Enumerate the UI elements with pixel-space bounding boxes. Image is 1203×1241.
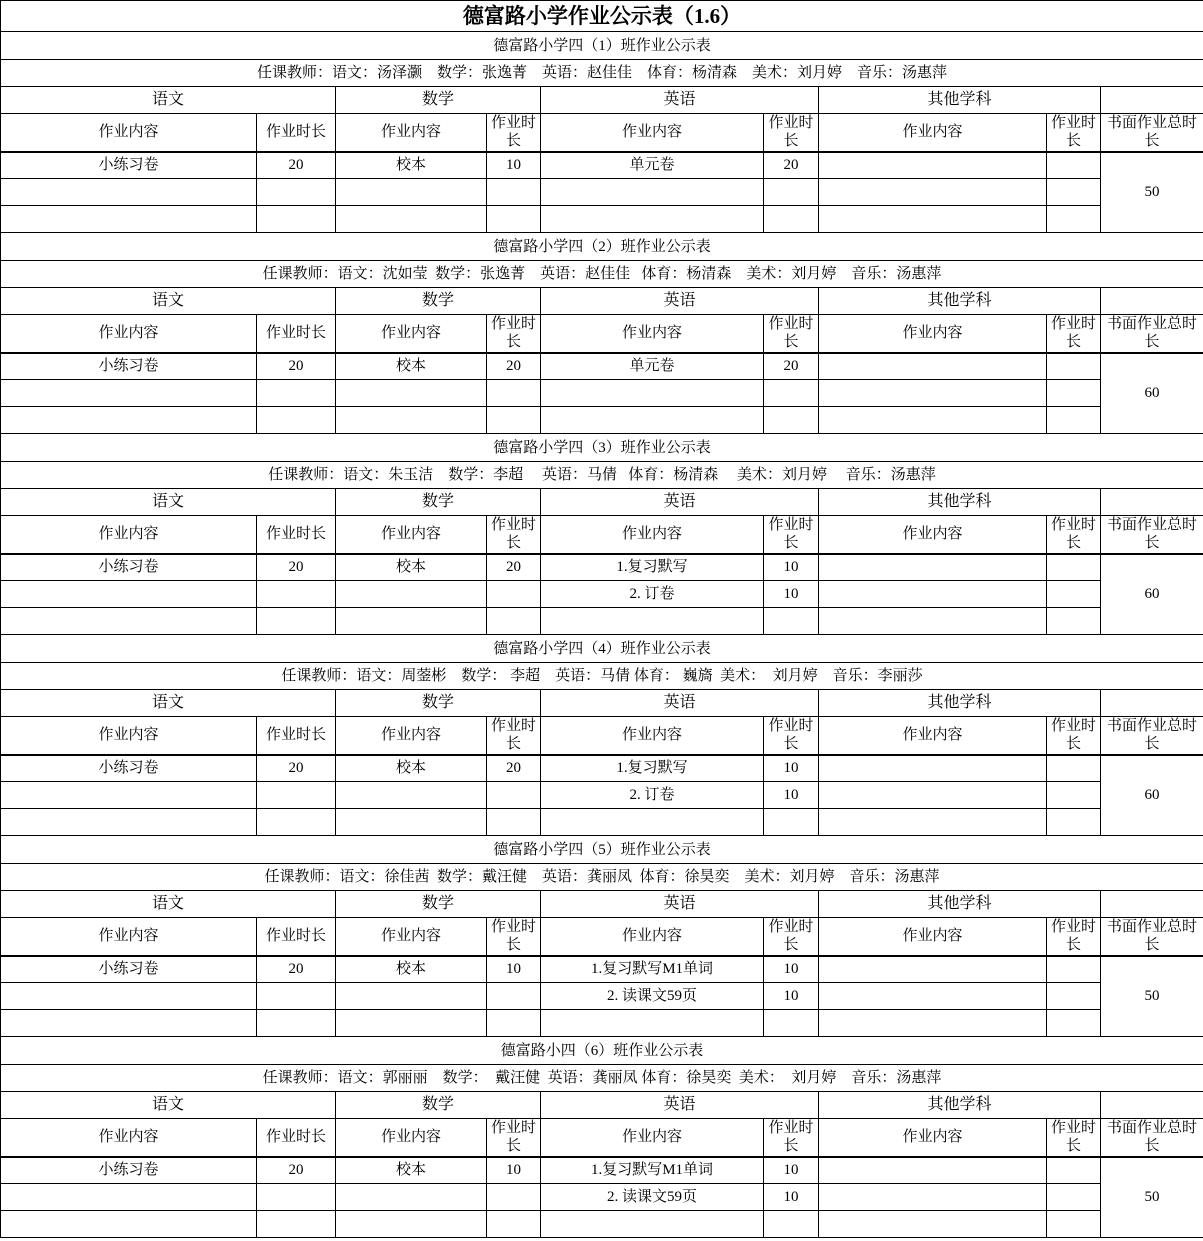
cell-chinese-content <box>1 407 257 434</box>
cell-other-content <box>819 1157 1047 1184</box>
col-header-duration: 作业时长 <box>487 717 541 755</box>
cell-english-content: 2. 订卷 <box>541 581 764 608</box>
cell-chinese-time <box>257 1211 336 1238</box>
cell-other-time <box>1047 1157 1101 1184</box>
cell-math-content <box>336 581 487 608</box>
cell-chinese-content <box>1 1211 257 1238</box>
cell-total-time: 50 <box>1101 1157 1203 1238</box>
col-header-content: 作业内容 <box>819 918 1047 956</box>
cell-other-time <box>1047 1184 1101 1211</box>
cell-other-content <box>819 353 1047 380</box>
cell-other-content <box>819 407 1047 434</box>
cell-math-time <box>487 179 541 206</box>
subject-english: 英语 <box>541 1092 819 1119</box>
cell-english-time: 10 <box>764 1157 819 1184</box>
cell-other-time <box>1047 755 1101 782</box>
cell-chinese-time <box>257 581 336 608</box>
section-6-teachers: 任课教师：语文：郭丽丽 数学： 戴汪健 英语：龚丽凤 体育：徐昊奕 美术： 刘月婷 音乐：汤惠萍 <box>1 1065 1203 1092</box>
subject-other: 其他学科 <box>819 489 1101 516</box>
cell-math-content <box>336 1211 487 1238</box>
col-header-duration: 作业时长 <box>487 516 541 554</box>
cell-english-content: 1.复习默写 <box>541 554 764 581</box>
cell-english-content <box>541 206 764 233</box>
cell-other-content <box>819 1184 1047 1211</box>
cell-english-time: 20 <box>764 152 819 179</box>
col-header-duration: 作业时长 <box>1047 315 1101 353</box>
col-header-total: 书面作业总时长 <box>1101 1119 1203 1157</box>
subject-spacer <box>1101 891 1203 918</box>
cell-english-time <box>764 1211 819 1238</box>
section-2-title: 德富路小学四（2）班作业公示表 <box>1 233 1203 261</box>
col-header-duration: 作业时长 <box>257 717 336 755</box>
col-header-content: 作业内容 <box>336 717 487 755</box>
section-3-title: 德富路小学四（3）班作业公示表 <box>1 434 1203 462</box>
cell-math-time: 10 <box>487 1157 541 1184</box>
col-header-content: 作业内容 <box>819 717 1047 755</box>
cell-other-content <box>819 1211 1047 1238</box>
cell-other-content <box>819 608 1047 635</box>
cell-math-content: 校本 <box>336 152 487 179</box>
cell-math-content <box>336 782 487 809</box>
subject-english: 英语 <box>541 891 819 918</box>
subject-spacer <box>1101 288 1203 315</box>
cell-math-time <box>487 1184 541 1211</box>
col-header-duration: 作业时长 <box>257 1119 336 1157</box>
col-header-duration: 作业时长 <box>1047 717 1101 755</box>
col-header-duration: 作业时长 <box>764 717 819 755</box>
cell-english-time: 10 <box>764 956 819 983</box>
cell-other-time <box>1047 809 1101 836</box>
section-6-title: 德富路小四（6）班作业公示表 <box>1 1037 1203 1065</box>
col-header-duration: 作业时长 <box>1047 114 1101 152</box>
subject-chinese: 语文 <box>1 891 336 918</box>
cell-other-time <box>1047 206 1101 233</box>
cell-other-time <box>1047 407 1101 434</box>
page-title: 德富路小学作业公示表（1.6） <box>1 1 1203 32</box>
cell-english-time <box>764 1010 819 1037</box>
cell-chinese-content: 小练习卷 <box>1 1157 257 1184</box>
cell-other-time <box>1047 1211 1101 1238</box>
col-header-duration: 作业时长 <box>764 516 819 554</box>
cell-other-time <box>1047 152 1101 179</box>
cell-english-time: 10 <box>764 1184 819 1211</box>
subject-english: 英语 <box>541 87 819 114</box>
col-header-content: 作业内容 <box>1 315 257 353</box>
col-header-total: 书面作业总时长 <box>1101 516 1203 554</box>
cell-math-content: 校本 <box>336 1157 487 1184</box>
col-header-duration: 作业时长 <box>1047 1119 1101 1157</box>
cell-chinese-time <box>257 380 336 407</box>
col-header-content: 作业内容 <box>336 516 487 554</box>
col-header-content: 作业内容 <box>336 315 487 353</box>
cell-english-time <box>764 608 819 635</box>
section-4-title: 德富路小学四（4）班作业公示表 <box>1 635 1203 663</box>
cell-english-time <box>764 179 819 206</box>
cell-math-content <box>336 179 487 206</box>
cell-total-time: 50 <box>1101 152 1203 233</box>
subject-other: 其他学科 <box>819 1092 1101 1119</box>
col-header-content: 作业内容 <box>1 918 257 956</box>
col-header-content: 作业内容 <box>1 717 257 755</box>
cell-other-content <box>819 983 1047 1010</box>
col-header-duration: 作业时长 <box>487 1119 541 1157</box>
subject-chinese: 语文 <box>1 87 336 114</box>
cell-english-content <box>541 608 764 635</box>
cell-math-content <box>336 983 487 1010</box>
subject-other: 其他学科 <box>819 288 1101 315</box>
col-header-duration: 作业时长 <box>257 918 336 956</box>
cell-math-content: 校本 <box>336 554 487 581</box>
cell-math-time <box>487 581 541 608</box>
cell-chinese-content: 小练习卷 <box>1 956 257 983</box>
col-header-content: 作业内容 <box>336 918 487 956</box>
section-1-title: 德富路小学四（1）班作业公示表 <box>1 32 1203 60</box>
section-5-teachers: 任课教师：语文：徐佳茜 数学：戴汪健 英语：龚丽凤 体育：徐昊奕 美术：刘月婷 音乐：汤惠萍 <box>1 864 1203 891</box>
cell-other-time <box>1047 956 1101 983</box>
cell-math-time: 20 <box>487 353 541 380</box>
cell-english-time <box>764 380 819 407</box>
cell-total-time: 60 <box>1101 755 1203 836</box>
subject-spacer <box>1101 87 1203 114</box>
cell-other-content <box>819 380 1047 407</box>
cell-math-time: 20 <box>487 554 541 581</box>
col-header-duration: 作业时长 <box>764 114 819 152</box>
cell-other-content <box>819 1010 1047 1037</box>
subject-math: 数学 <box>336 288 541 315</box>
cell-math-time: 10 <box>487 956 541 983</box>
cell-english-time <box>764 809 819 836</box>
cell-other-time <box>1047 782 1101 809</box>
col-header-duration: 作业时长 <box>257 114 336 152</box>
cell-math-time <box>487 809 541 836</box>
cell-chinese-time <box>257 407 336 434</box>
col-header-content: 作业内容 <box>336 114 487 152</box>
cell-math-content: 校本 <box>336 755 487 782</box>
cell-other-content <box>819 554 1047 581</box>
cell-total-time: 50 <box>1101 956 1203 1037</box>
col-header-content: 作业内容 <box>541 1119 764 1157</box>
col-header-content: 作业内容 <box>541 315 764 353</box>
cell-math-time <box>487 1010 541 1037</box>
cell-chinese-time: 20 <box>257 956 336 983</box>
cell-chinese-content: 小练习卷 <box>1 554 257 581</box>
cell-chinese-time <box>257 608 336 635</box>
cell-chinese-time <box>257 1184 336 1211</box>
col-header-duration: 作业时长 <box>764 918 819 956</box>
cell-math-time: 10 <box>487 152 541 179</box>
cell-chinese-content <box>1 1010 257 1037</box>
cell-chinese-content <box>1 782 257 809</box>
cell-chinese-time: 20 <box>257 152 336 179</box>
col-header-duration: 作业时长 <box>487 114 541 152</box>
col-header-content: 作业内容 <box>541 516 764 554</box>
cell-math-time: 20 <box>487 755 541 782</box>
col-header-duration: 作业时长 <box>257 516 336 554</box>
cell-other-content <box>819 206 1047 233</box>
cell-chinese-content: 小练习卷 <box>1 353 257 380</box>
cell-chinese-content: 小练习卷 <box>1 152 257 179</box>
section-2-teachers: 任课教师：语文：沈如莹 数学：张逸菁 英语：赵佳佳 体育：杨清森 美术：刘月婷 音乐：汤惠萍 <box>1 261 1203 288</box>
section-4-teachers: 任课教师：语文：周蓥彬 数学： 李超 英语：马倩 体育： 巍旖 美术： 刘月婷 音乐：李丽莎 <box>1 663 1203 690</box>
col-header-total: 书面作业总时长 <box>1101 717 1203 755</box>
cell-english-content <box>541 380 764 407</box>
cell-math-time <box>487 983 541 1010</box>
cell-chinese-time <box>257 1010 336 1037</box>
subject-other: 其他学科 <box>819 891 1101 918</box>
cell-other-time <box>1047 608 1101 635</box>
cell-other-time <box>1047 380 1101 407</box>
cell-other-content <box>819 956 1047 983</box>
cell-english-content <box>541 407 764 434</box>
subject-spacer <box>1101 1092 1203 1119</box>
cell-other-time <box>1047 983 1101 1010</box>
col-header-content: 作业内容 <box>541 717 764 755</box>
cell-other-time <box>1047 179 1101 206</box>
cell-math-content: 校本 <box>336 353 487 380</box>
col-header-total: 书面作业总时长 <box>1101 918 1203 956</box>
cell-english-time: 10 <box>764 581 819 608</box>
col-header-duration: 作业时长 <box>487 315 541 353</box>
subject-other: 其他学科 <box>819 690 1101 717</box>
cell-chinese-time <box>257 983 336 1010</box>
cell-chinese-time: 20 <box>257 1157 336 1184</box>
cell-math-content: 校本 <box>336 956 487 983</box>
cell-chinese-time <box>257 179 336 206</box>
cell-other-content <box>819 179 1047 206</box>
col-header-total: 书面作业总时长 <box>1101 114 1203 152</box>
cell-chinese-content <box>1 608 257 635</box>
cell-math-time <box>487 380 541 407</box>
cell-other-time <box>1047 581 1101 608</box>
col-header-content: 作业内容 <box>1 1119 257 1157</box>
col-header-content: 作业内容 <box>336 1119 487 1157</box>
cell-english-content: 2. 读课文59页 <box>541 983 764 1010</box>
cell-english-content: 单元卷 <box>541 152 764 179</box>
col-header-content: 作业内容 <box>819 315 1047 353</box>
cell-math-time <box>487 206 541 233</box>
col-header-content: 作业内容 <box>819 1119 1047 1157</box>
col-header-content: 作业内容 <box>1 114 257 152</box>
cell-other-time <box>1047 554 1101 581</box>
subject-spacer <box>1101 489 1203 516</box>
cell-other-content <box>819 152 1047 179</box>
cell-chinese-content <box>1 983 257 1010</box>
subject-math: 数学 <box>336 690 541 717</box>
cell-chinese-content: 小练习卷 <box>1 755 257 782</box>
col-header-total: 书面作业总时长 <box>1101 315 1203 353</box>
cell-english-time <box>764 407 819 434</box>
cell-math-content <box>336 809 487 836</box>
subject-math: 数学 <box>336 489 541 516</box>
col-header-content: 作业内容 <box>1 516 257 554</box>
cell-math-time <box>487 1211 541 1238</box>
section-1-teachers: 任课教师：语文：汤泽灏 数学：张逸菁 英语：赵佳佳 体育：杨清森 美术：刘月婷 音乐：汤惠萍 <box>1 60 1203 87</box>
cell-other-content <box>819 809 1047 836</box>
cell-chinese-content <box>1 809 257 836</box>
subject-spacer <box>1101 690 1203 717</box>
cell-english-content: 单元卷 <box>541 353 764 380</box>
cell-chinese-content <box>1 206 257 233</box>
cell-chinese-time <box>257 809 336 836</box>
cell-english-time <box>764 206 819 233</box>
subject-math: 数学 <box>336 87 541 114</box>
cell-math-time <box>487 782 541 809</box>
cell-total-time: 60 <box>1101 353 1203 434</box>
cell-math-time <box>487 407 541 434</box>
subject-other: 其他学科 <box>819 87 1101 114</box>
cell-math-content <box>336 407 487 434</box>
cell-english-content <box>541 1010 764 1037</box>
cell-math-content <box>336 380 487 407</box>
cell-chinese-content <box>1 380 257 407</box>
subject-english: 英语 <box>541 690 819 717</box>
cell-chinese-content <box>1 581 257 608</box>
cell-english-content: 2. 读课文59页 <box>541 1184 764 1211</box>
cell-english-content: 1.复习默写M1单词 <box>541 956 764 983</box>
col-header-content: 作业内容 <box>541 918 764 956</box>
col-header-content: 作业内容 <box>819 114 1047 152</box>
section-5-title: 德富路小学四（5）班作业公示表 <box>1 836 1203 864</box>
cell-math-content <box>336 206 487 233</box>
cell-math-content <box>336 1184 487 1211</box>
cell-chinese-time: 20 <box>257 755 336 782</box>
cell-english-time: 10 <box>764 983 819 1010</box>
section-3-teachers: 任课教师：语文：朱玉洁 数学：李超 英语：马倩 体育：杨清森 美术：刘月婷 音乐：汤惠萍 <box>1 462 1203 489</box>
col-header-duration: 作业时长 <box>764 1119 819 1157</box>
col-header-content: 作业内容 <box>819 516 1047 554</box>
cell-english-content <box>541 1211 764 1238</box>
cell-english-time: 10 <box>764 755 819 782</box>
cell-chinese-time <box>257 782 336 809</box>
cell-english-time: 20 <box>764 353 819 380</box>
cell-math-content <box>336 608 487 635</box>
cell-chinese-content <box>1 1184 257 1211</box>
col-header-duration: 作业时长 <box>764 315 819 353</box>
col-header-content: 作业内容 <box>541 114 764 152</box>
cell-english-time: 10 <box>764 782 819 809</box>
cell-other-content <box>819 782 1047 809</box>
subject-chinese: 语文 <box>1 489 336 516</box>
cell-math-content <box>336 1010 487 1037</box>
subject-english: 英语 <box>541 489 819 516</box>
col-header-duration: 作业时长 <box>1047 918 1101 956</box>
cell-total-time: 60 <box>1101 554 1203 635</box>
cell-english-content: 1.复习默写M1单词 <box>541 1157 764 1184</box>
cell-chinese-content <box>1 179 257 206</box>
subject-chinese: 语文 <box>1 690 336 717</box>
subject-math: 数学 <box>336 891 541 918</box>
subject-chinese: 语文 <box>1 1092 336 1119</box>
col-header-duration: 作业时长 <box>1047 516 1101 554</box>
cell-other-time <box>1047 1010 1101 1037</box>
col-header-duration: 作业时长 <box>257 315 336 353</box>
cell-english-content <box>541 809 764 836</box>
cell-english-content <box>541 179 764 206</box>
cell-other-time <box>1047 353 1101 380</box>
cell-other-content <box>819 581 1047 608</box>
subject-english: 英语 <box>541 288 819 315</box>
cell-english-content: 2. 订卷 <box>541 782 764 809</box>
cell-other-content <box>819 755 1047 782</box>
col-header-duration: 作业时长 <box>487 918 541 956</box>
cell-chinese-time <box>257 206 336 233</box>
cell-math-time <box>487 608 541 635</box>
subject-math: 数学 <box>336 1092 541 1119</box>
cell-chinese-time: 20 <box>257 554 336 581</box>
cell-english-content: 1.复习默写 <box>541 755 764 782</box>
cell-english-time: 10 <box>764 554 819 581</box>
cell-chinese-time: 20 <box>257 353 336 380</box>
subject-chinese: 语文 <box>1 288 336 315</box>
